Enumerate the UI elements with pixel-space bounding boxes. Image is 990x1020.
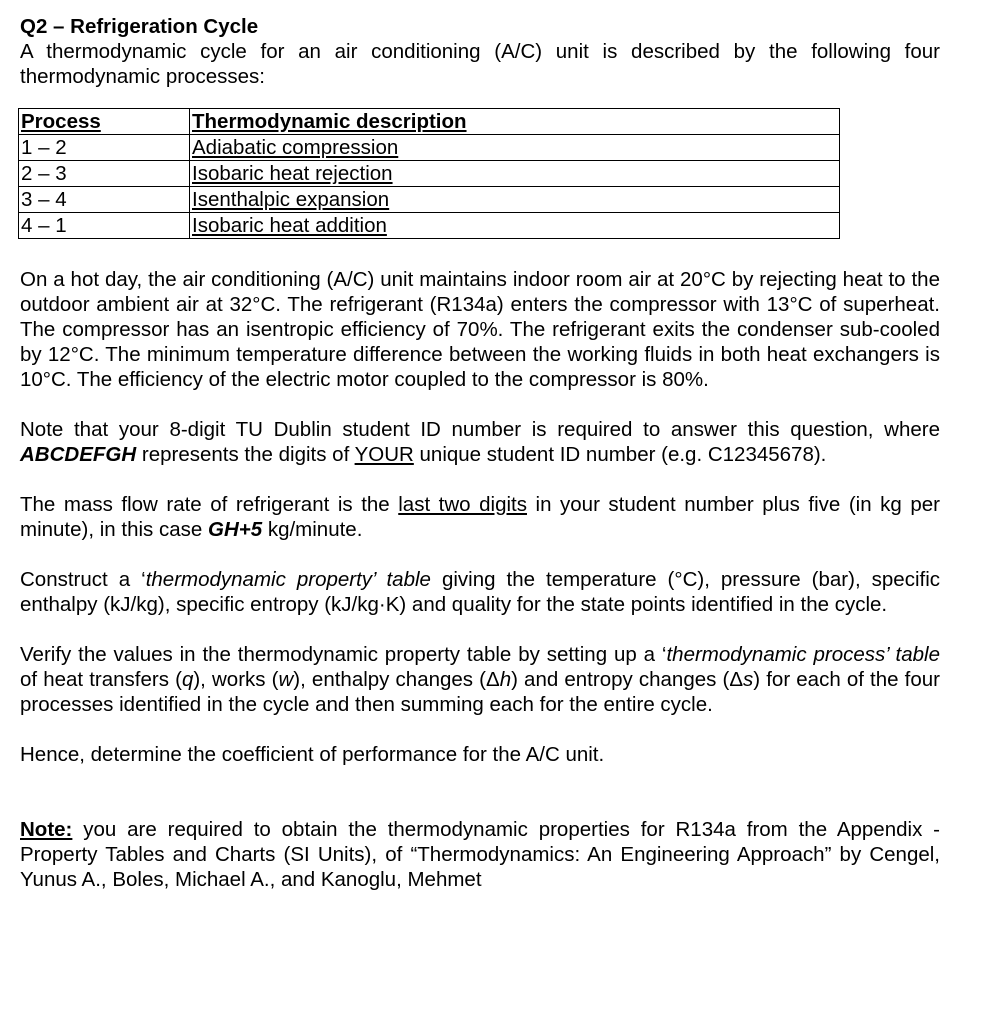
description-cell: Isobaric heat addition	[190, 213, 840, 239]
cop-paragraph: Hence, determine the coefficient of performance for the A/C unit.	[20, 743, 605, 766]
header-process: Process	[19, 109, 190, 135]
process-cell: 4 – 1	[19, 213, 190, 239]
student-id-code: ABCDEFGH	[20, 443, 137, 466]
conditions-paragraph: On a hot day, the air conditioning (A/C) unit maintains indoor room air at 20°C by rejecting heat to the outdoor ambient air at 32°C. The refrigerant (R134a) enters the compressor with 13°C of superheat. The compressor has an isentropic efficiency of 70%. The refrigerant exits the condenser sub-cooled by 12°C. The minimum temperature difference between the working fluids in both heat exchangers is 10°C. The efficiency of the electric motor coupled to the compressor is 80%.	[20, 268, 940, 391]
description-cell: Isenthalpic expansion	[190, 187, 840, 213]
process-cell: 1 – 2	[19, 135, 190, 161]
property-table-paragraph: Construct a ‘thermodynamic property’ table giving the temperature (°C), pressure (bar), specific enthalpy (kJ/kg), specific entropy (kJ/kg·K) and quality for the state points identified in the cycle.	[20, 568, 941, 616]
intro-paragraph: A thermodynamic cycle for an air conditioning (A/C) unit is described by the following four thermodynamic processes:	[20, 40, 940, 88]
process-table-term: thermodynamic process’ table	[666, 643, 940, 666]
mass-flow-expression: GH+5	[208, 518, 263, 541]
table-header-row	[19, 109, 840, 135]
note-paragraph: Note: you are required to obtain the thermodynamic properties for R134a from the Appendix - Property Tables and Charts (SI Units), of “Thermodynamics: An Engineering Approach” by Cengel, Yunus A., Boles, Michael A., and Kanoglu, Mehmet	[20, 818, 940, 891]
question-page	[20, 14, 940, 892]
note-label: Note:	[20, 818, 73, 841]
table-row	[19, 187, 840, 213]
verify-paragraph: Verify the values in the thermodynamic property table by setting up a ‘thermodynamic process’ table of heat transfers (q), works (w), enthalpy changes (Δh) and entropy changes (Δs) for each of the four processes identified in the cycle and then summing each for the entire cycle.	[20, 643, 940, 716]
table-row	[19, 161, 840, 187]
student-id-paragraph: Note that your 8-digit TU Dublin student ID number is required to answer this question, where ABCDEFGH represents the digits of YOUR unique student ID number (e.g. C12345678).	[20, 418, 940, 466]
table-row	[19, 135, 840, 161]
process-table	[18, 108, 840, 239]
header-description: Thermodynamic description	[190, 109, 840, 135]
table-row	[19, 213, 840, 239]
last-two-digits: last two digits	[398, 493, 527, 516]
your-emphasis: YOUR	[354, 443, 414, 466]
description-cell: Adiabatic compression	[190, 135, 840, 161]
mass-flow-paragraph: The mass flow rate of refrigerant is the last two digits in your student number plus five (in kg per minute), in this case GH+5 kg/minute.	[20, 493, 940, 541]
description-cell: Isobaric heat rejection	[190, 161, 840, 187]
process-cell: 3 – 4	[19, 187, 190, 213]
property-table-term: thermodynamic property’ table	[145, 568, 431, 591]
process-cell: 2 – 3	[19, 161, 190, 187]
question-title: Q2 – Refrigeration Cycle	[20, 15, 259, 38]
